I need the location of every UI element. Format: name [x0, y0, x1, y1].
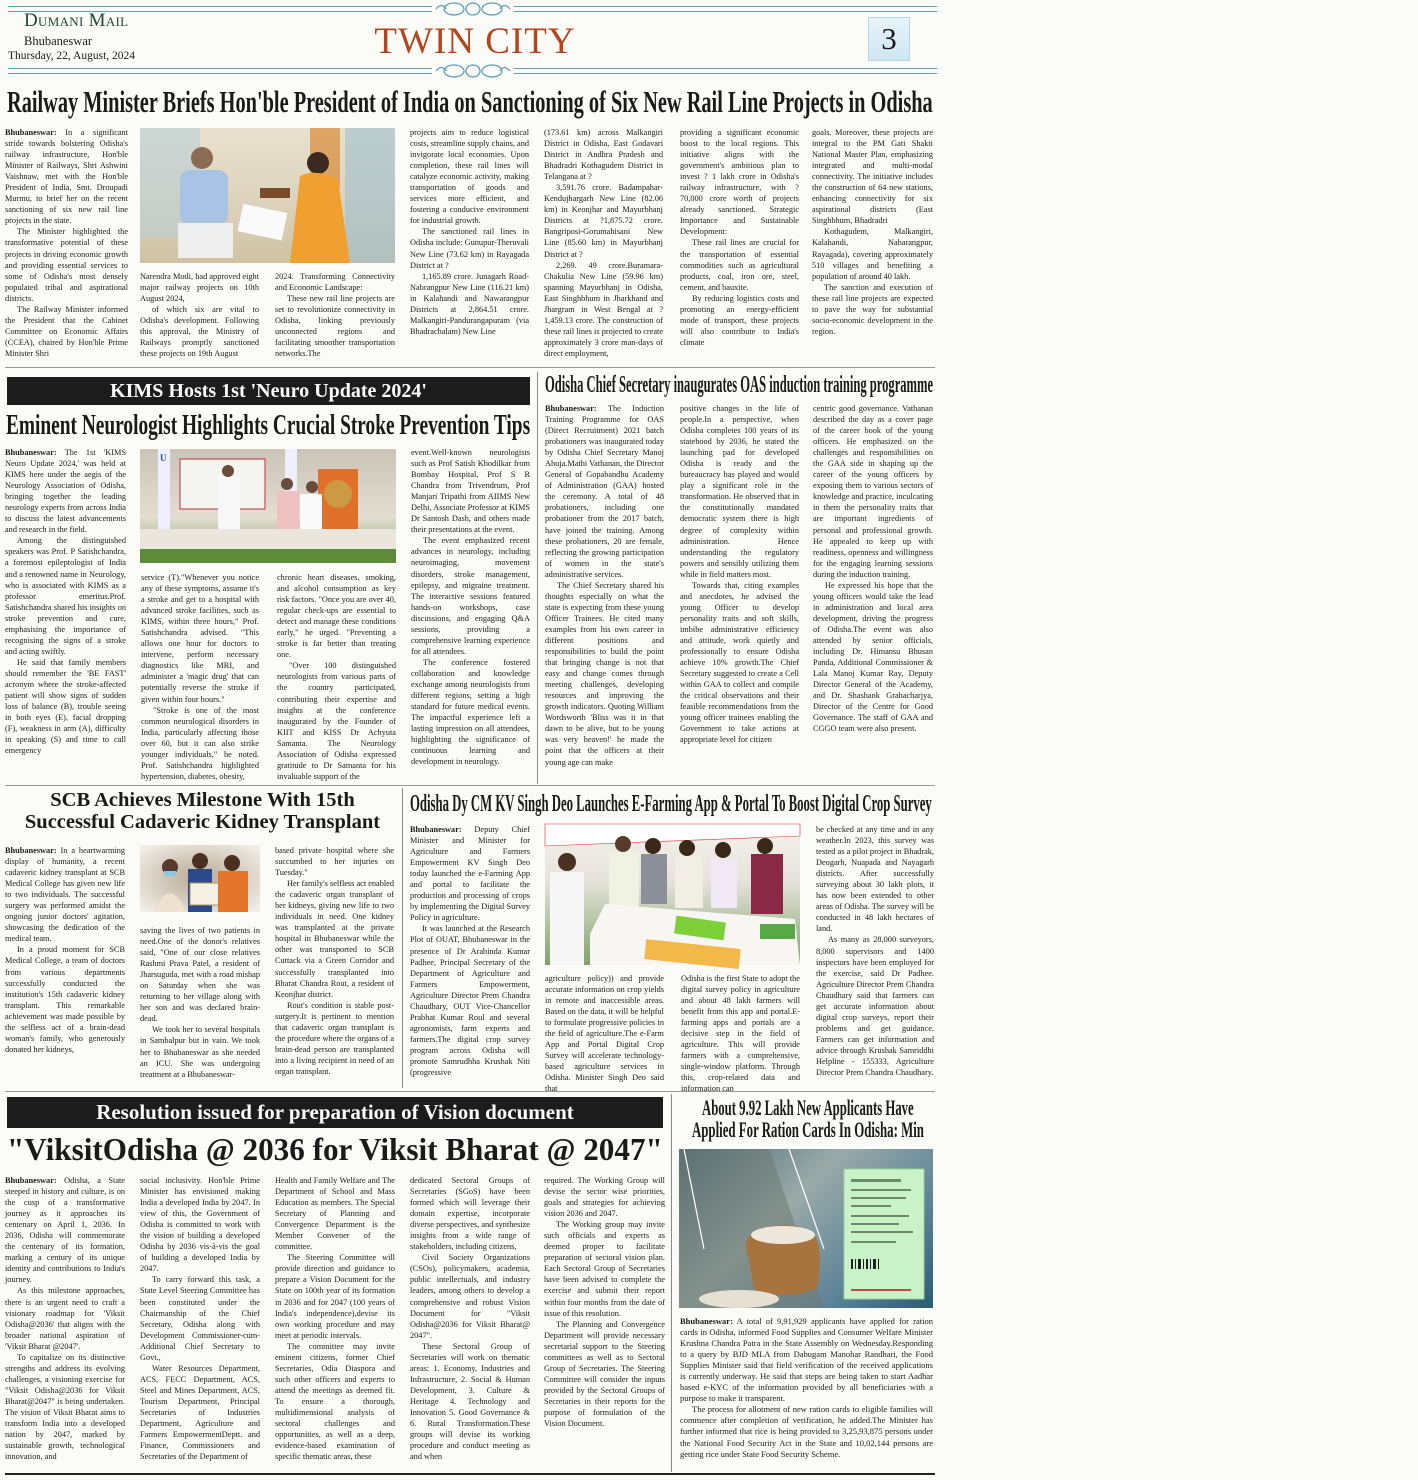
paragraph: Kothagudem, Malkangiri, Kalahandi, Nabarangpur, Rayagada), covering approximately 510 villages and benefiting a population of around 40 lakh. [812, 227, 933, 281]
paragraph: The Working group may invite such officials and experts as deemed proper to facilitate preparation of sectoral vision plan. Each Sectoral Group of Secretaries have been advised to complete the exercise and submit their report within four months from the date of issue of this resolution. [544, 1220, 665, 1318]
paragraph: centric good governance. Vathanan described the day as a cover page of the career book of the young officers. He emphasized on the challenges and responsibilities on the GAA side in shaping up the career of the young officers by exposing them to various sectors of knowledge and practice, inculcating in them the personality traits that are important ingredients of personal and professional growth. He appealed to keep up with readiness, openness and willingness for the engaging learning sessions during the induction training. [813, 404, 933, 579]
svg-text:U: U [160, 453, 167, 463]
paragraph: "Stroke is one of the most common neurological disorders in India, particularly affecting those over 60, but it can also strike younger individuals," he noted. Prof. Satishchandra highlighted hypertension, diabetes, obesity, [141, 705, 259, 781]
paragraph: The committee may invite eminent citizens, former Chief Secretaries, Odia Diaspora and such other officers and experts to attend the meetings as deemed fit. To ensure a thorough, multidimensional analysis of sectoral challenges and opportunities, as well as a deep, evidence-based examination of specific thematic areas, these [275, 1341, 395, 1462]
ration-body [680, 1316, 933, 1472]
paragraph: based private hospital where she succumbed to her injuries on Tuesday." [275, 846, 394, 878]
paragraph: Water Resources Department, ACS, FECC Department, ACS, Steel and Mines Department, ACS, Tourism Department, Principal Secretaries of Industries Department, Agriculture and Farmers EmpowermentDeptt. and Finance, Commissioners and Secretaries of the Department of [140, 1363, 260, 1462]
rail-column-6 [680, 127, 799, 362]
vision-headline-box [7, 1133, 663, 1165]
kims-column-1 [5, 447, 126, 782]
paragraph-text: The 1st 'KIMS Neuro Update 2024,' was held at KIMS here under the aegis of the Neurology Association of Odisha, bringing together the leading neurology experts from across India to discuss the latest advancements and research in the field. [5, 448, 126, 535]
newspaper-brand: Dumani Mail [24, 10, 129, 31]
paragraph: Narendra Modi, had approved eight major railway projects on 10th August 2024, [140, 272, 259, 304]
paragraph-text: The Induction Training Programme for OAS (Direct Recruitment) 2021 batch probationers was inaugurated today by Odisha Chief Secretary Manoj Ahuja.Mathi Vathanan, the Director General of Gopabandhu Academy of Administration (GAA) hosted the ceremony. A total of 48 probationers, including one probationer from the 2017 batch, have joined the training. Among these probationers, 20 are female, reflecting the growing participation of women in the state's administrative services. [545, 404, 664, 579]
paragraph-text: Deputy Chief Minister and Minister for Agriculture and Farmers Empowerment KV Singh Deo today launched the e-Farming App and portal to facilitate the production and processing of crops by implementing the Digital Survey Policy in agriculture. [410, 825, 530, 923]
vision-column-4 [410, 1175, 530, 1471]
ration-headline-line-1: About 9.92 Lakh New Applicants Have [702, 1095, 914, 1120]
paragraph: The sanctioned rail lines in Odisha include: Gunupur-Theruvali New Line (73.62 km) in Rayagada District at ? [410, 227, 529, 270]
paragraph: of which six are vital to Odisha's development. Following this approval, the Ministry of Railways promptly sanctioned these projects on 19th August [140, 305, 259, 359]
dateline: Bhubaneswar: [410, 825, 462, 834]
paragraph [5, 1175, 125, 1285]
rail-column-1 [5, 127, 128, 362]
paragraph: providing a significant economic boost to the local regions. This initiative aligns with the government's ambitious plan to invest ? 1 lakh crore in Odisha's railway infrastructure, with ? 70,000 crore worth of projects already sanctioned. Strategic Importance and Sustainable Development: [680, 128, 799, 237]
kims-column-2 [141, 572, 259, 782]
efarm-column-1 [410, 824, 530, 1087]
paragraph: The process for allotment of new ration cards to eligible families will commence after completion of verification, he added.The Minister has further informed that rice is being provided to 3,25,93,875 persons under the National Food Security Act in the State and 10,02,144 persons are getting rice under State Food Security Scheme. [680, 1404, 933, 1459]
scb-column-1 [5, 845, 125, 1085]
photo-minister-meets-president [140, 128, 395, 263]
efarm-headline: Odisha Dy CM KV Singh Deo Launches E-Farming App & Portal To Boost Digital Crop Survey [410, 791, 932, 817]
paragraph: Towards that, citing examples and anecdotes, he advised the young Officer to develop personality traits and soft skills, imbibe administrative efficiency and attitude, work quietly and professionally to ensure Odisha achieve 10% growth.The Chief Secretary suggested to create a Cell within GAA to collect and compile the critical observations and their feasible recommendations from the young officer trainees enabling the Government to take actions at appropriate level for citizen [680, 580, 799, 745]
vision-column-1 [5, 1175, 125, 1471]
column-divider [537, 372, 538, 784]
paragraph: goals. Moreover, these projects are integral to the PM Gati Shakti National Master Plan, emphasizing integrated and multi-modal connectivity. The initiative includes the construction of 64 new stations, enhancing connectivity for six aspirational districts (East Singhbhum, Bhadradri [812, 128, 933, 226]
rail-column-5 [544, 127, 663, 362]
paragraph: social inclusivity. Hon'ble Prime Minister has envisioned making India a developed India by 2047. In view of this, the Government of Odisha is committed to work with the vision of building a developed Odisha by 2036 vis-à-vis the goal of building a developed India by 2047. [140, 1176, 260, 1274]
paragraph: Civil Society Organizations (CSOs), policymakers, academia, public intellectuals, and industry leaders, among others to develop a comprehensive and robust Vision Document for "Viksit Odisha@2036 for Viksit Bharat@ 2047". [410, 1253, 530, 1340]
paragraph: As many as 28,000 surveyors, 8,000 supervisors and 1400 inspectors have been employed for the exercise, said Dr Padhee. Agriculture Director Prem Chandra Chaudhary said that farmers can get accurate information about digital crop surveys, report their problems and get guidance. Farmers can get information and advice through Krushak Samriddhi Helpline - 155333, Agriculture Director Prem Chandra Chaudhary. [816, 935, 934, 1078]
dateline: Bhubaneswar: [680, 1316, 733, 1326]
column-divider [402, 788, 403, 1088]
kims-column-3 [277, 572, 396, 782]
photo-scene [140, 449, 396, 563]
efarm-column-3 [681, 973, 800, 1094]
vision-column-5 [544, 1175, 665, 1471]
paragraph: By reducing logistics costs and promoting an energy-efficient mode of transport, these projects will also contribute to India's climate [680, 293, 799, 347]
efarm-column-2 [545, 973, 664, 1094]
paragraph: Among the distinguished speakers was Prof. P Satishchandra, a foremost epileptologist of India and a renowned name in Neurology, who is associated with KIMS as a professor emeritus.Prof. Satishchandra shared his insights on stroke prevention and cure, emphasising the importance of recognising the signs of a stroke and acting swiftly. [5, 536, 126, 656]
paragraph [410, 824, 530, 923]
ration-headline [680, 1097, 933, 1143]
rail-column-3 [275, 271, 395, 361]
paragraph-text: In a heartwarming display of humanity, a recent cadaveric kidney transplant at SCB Medical College has given new life to two individuals. The successful surgery was performed amidst the ongoing junior doctors' agitation, showcasing the dedication of the medical team. [5, 846, 125, 944]
dateline: Bhubaneswar: [5, 448, 57, 457]
dateline: Bhubaneswar: [5, 846, 57, 855]
rail-headline: Railway Minister Briefs Hon'ble President of India on Sanctioning of Six New Rail Line Projects in Odisha [7, 84, 933, 119]
paragraph: Health and Family Welfare and The Department of School and Mass Education as members. The Special Secretary of Planning and Convergence Department is the Member Convener of the committee. [275, 1176, 395, 1252]
issue-date: Thursday, 22, August, 2024 [8, 50, 136, 62]
rail-column-7 [812, 127, 933, 362]
paragraph: The Railway Minister informed the President that the Cabinet Committee on Economic Affairs (CCEA), chaired by Hon'ble Prime Minister Shri [5, 304, 128, 358]
scb-headline [5, 789, 400, 833]
scb-headline-line-1: SCB Achieves Milestone With 15th [50, 789, 355, 811]
page-bottom-rule [5, 1473, 935, 1475]
paragraph: We took her to several hospitals in Sambalpur but in vain. We took her to Bhubaneswar as she needed an ICU. She was undergoing treatment at a Bhubaneswar- [140, 1025, 260, 1079]
ornament-icon [432, 0, 514, 18]
photo-ration-card-rice-sack [679, 1149, 933, 1308]
paragraph: The Steering Committee will provide direction and guidance to prepare a Vision Document for the State on 100th year of its formation in 2036 and for 2047 (100 years of India's independence),devise its own working procedure and may meet at periodic intervals. [275, 1253, 395, 1340]
dateline: Bhubaneswar: [545, 404, 597, 413]
photo-scene [140, 845, 260, 912]
paragraph [5, 127, 128, 226]
paragraph: The sanction and execution of these rail line projects are expected to pave the way for substantial socio-economic development in the region. [812, 282, 933, 336]
dateline: Bhubaneswar: [5, 1176, 57, 1185]
efarm-headline-box [410, 792, 932, 816]
paragraph: It was launched at the Research Plot of OUAT, Bhubaneswar in the presence of Dr Arabinda Kumar Padhee, Principal Secretary of the Department of Agriculture and Farmers Empowerment, Agriculture Director Prem Chandra Chaudhary, OUT Vice-Chancellor Prabhat Kumar Roul and several agronomists, farm experts and farmers.The digital crop survey program across Odisha will promote Samrudhha Krushak Niti (progressive [410, 924, 530, 1078]
photo-scene [679, 1149, 933, 1308]
section-divider [5, 785, 935, 786]
oas-headline-box [545, 373, 933, 397]
paragraph [5, 447, 126, 535]
vision-headline: "ViksitOdisha @ 2036 for Viksit Bharat @ 2047" [7, 1131, 663, 1167]
photo-neuro-update-inauguration [140, 449, 396, 563]
ornament-icon [432, 62, 514, 80]
paragraph: 1,165.89 crore. Junagarh Road-Nabrangpur New Line (116.21 km) in Kalahandi and Nawarangpur Districts at 2,864.51 crore. Malkangiri-Pandurangapuram (via Bhadrachalam) New Line [410, 271, 529, 336]
vision-column-3 [275, 1175, 395, 1471]
paragraph: agriculture policy)) and provide accurate information on crop yields in remote and inaccessible areas. Based on the data, it will be helpful to formulate progressive policies in the field of agriculture.The e-Farm App and Portal Digital Crop Survey will accelerate technology-based agriculture services in Odisha. Minister Singh Deo said that [545, 974, 664, 1094]
kims-headline-box [6, 412, 530, 440]
paragraph: 2024. Transforming Connectivity and Economic Landscape: [275, 272, 395, 293]
paragraph: event.Well-known neurologists such as Prof Satish Khodilkar from Bombay Hospital, Prof S R Chandra from Trivendrum, Prof Manjari Tripathi from AIIMS New Delhi, Associate Professor at KIMS Dr Santosh Dash, and others made their presentations at the event. [411, 448, 530, 535]
paragraph: In a proud moment for SCB Medical College, a team of doctors from various departments successfully conducted the institution's 15th cadaveric kidney transplant. This remarkable achievement was made possible by the selfless act of a brain-dead woman's family, who generously donated her kidneys, [5, 945, 125, 1054]
ration-headline-line-2: Applied For Ration Cards In Odisha: Min [692, 1117, 924, 1142]
paragraph: These Sectoral Group of Secretaries will work on thematic areas: 1. Economy, Industries and Infrastructure, 2. Social & Human Development, 3. Culture & Heritage 4. Technology and Innovation 5. Good Governance & 6. Rural Transformation.These groups will devise its working procedure and conduct meeting as and when [410, 1341, 530, 1462]
photo-efarming-launch [545, 824, 800, 965]
oas-column-3 [813, 403, 933, 781]
paragraph: To capitalize on its distinctive strengths and address its evolving challenges, a visioning exercise for "Viksit Odisha@2036 for Viksit Bharat@2047" is being undertaken. The vision of Viksit Bharat aims to transform India into a developed nation by 2047, marked by sustainable growth, technological innovation, and [5, 1352, 125, 1462]
paragraph: saving the lives of two patients in need.One of the donor's relatives said, "One of our close relatives Rashmi Prava Patel, a resident of Jharsuguda, met with a road mishap on Saturday when she was returning to her village along with her son and was declared brain-dead. [140, 926, 260, 1024]
paragraph [545, 403, 664, 580]
vision-kicker: Resolution issued for preparation of Vision document [7, 1097, 663, 1128]
paragraph: The event emphasized recent advances in neurology, including neuroimaging, movement disorders, stroke management, epilepsy, and migraine treatment. The interactive sessions featured hands-on workshops, case discussions, and engaging Q&A sessions, providing a comprehensive learning experience for all attendees. [411, 536, 530, 656]
oas-column-2 [680, 403, 799, 781]
paragraph: dedicated Sectoral Groups of Secretaries (SGoS) have been formed which will leverage their domain expertise, incorporate diverse perspectives, and synthesize insights from a wide range of stakeholders, including citizens, [410, 1176, 530, 1252]
paragraph: be checked at any time and in any weather.In 2023, this survey was tested as a pilot project in Bhadrak, Deogarh, Nuapada and Nayagarh districts. After successfully surveying about 30 lakh plots, it has now been extended to other areas of Odisha. The survey will be conducted in 48 lakh hectares of land. [816, 825, 934, 934]
dateline: Bhubaneswar: [5, 128, 57, 137]
photo-scene [545, 824, 800, 965]
paragraph: (173.61 km) across Malkangiri District in Odisha, East Godavari District in Andhra Pradesh and Bhadradri Kothagudem District in Telangana at ? [544, 128, 663, 182]
paragraph-text: In a significant stride towards bolstering Odisha's railway infrastructure, Hon'ble Minister of Railways, Shri Ashwini Vaishnaw, met with the Hon'ble President of India, Smt. Droupadi Murmu, to brief her on the recent sanctioning of six new rail line projects in the state. [5, 128, 129, 226]
paragraph-text: Odisha, a State steeped in history and culture, is on the cusp of a transformative journey as it approaches its centenary on April 1, 2036. In 2036, Odisha will commemorate the centenary of its formation, marking a century of its unique identity and contributions to India's journey. [5, 1176, 125, 1285]
paragraph: The Planning and Convergence Department will provide necessary secretarial support to the Steering committees as well as to Sectoral Group of Secretaries. The Steering Committee will consider the inputs provided by the Sectoral Groups of Secretaries in their reports for the purpose of formulation of the Vision Document. [544, 1319, 665, 1429]
kims-column-4 [411, 447, 530, 782]
paragraph: The conference fostered collaboration and knowledge exchange among neurologists from different regions, setting a high standard for future medical events. The impactful experience left a lasting impression on all attendees, highlighting the significance of continuous learning and development in neurology. [411, 657, 530, 767]
paragraph: chronic heart diseases, smoking, and alcohol consumption as key risk factors. "Once you are over 40, regular check-ups are essential to detect and manage these conditions early," he urged. "Preventing a stroke is far better than treating one. [277, 573, 396, 660]
paragraph: projects aim to reduce logistical costs, streamline supply chains, and invigorate local economies. Upon completion, these rail lines will catalyze economic activity, making transportation of goods and services more efficient, and fostering a conducive environment for industrial growth. [410, 128, 529, 226]
paragraph: These new rail line projects are set to revolutionize connectivity in Odisha, linking previously unconnected regions and facilitating smoother transportation networks.The [275, 294, 395, 359]
section-divider [5, 1091, 935, 1092]
paragraph: service (T)."Whenever you notice any of these symptoms, assume it's a stroke and get to a hospital with advanced stroke facilities, such as KIMS, within three hours," Prof. Satishchandra advised. "This allows one hour for doctors to intervene, perform necessary diagnostics like MRI, and administer a 'magic drug' that can potentially reverse the stroke if given within four hours." [141, 573, 259, 704]
oas-column-1 [545, 403, 664, 781]
photo-scene [140, 128, 395, 263]
oas-headline: Odisha Chief Secretary inaugurates OAS induction training programme [545, 372, 934, 398]
paragraph: Odisha is the first State to adopt the digital survey policy in agriculture and about 48 lakh farmers will benefit from this app and portal.E-farming apps and portals are a decisive step in the field of agriculture. This will provide farmers with a comprehensive, single-window platform. Through this, crop-related data and information can [681, 974, 800, 1094]
paragraph: required. The Working Group will devise the sector wise priorities, goals and strategies for achieving vision 2036 and 2047. [544, 1176, 665, 1219]
page-number: 3 [868, 17, 910, 61]
section-title: TWIN CITY [374, 21, 576, 62]
paragraph: Her family's selfless act enabled the cadaveric organ transplant of her kidneys, giving new life to two individuals in need. One kidney was transplanted at the private hospital in Bhubaneswar while the other was transported to SCB Cuttack via a Green Corridor and successfully transplanted into Bharat Chandra Rout, a resident of Keonjhar district. [275, 879, 395, 999]
column-divider [671, 1094, 672, 1472]
vision-column-2 [140, 1175, 260, 1471]
rail-column-4 [410, 127, 529, 362]
rail-column-2 [140, 271, 259, 361]
efarm-column-4 [816, 824, 934, 1087]
paragraph: The Chief Secretary shared his thoughts especially on what the state is expecting from these young Officer Trainees. He cited many examples from his own career in different positions and responsibilities to build the point that bringing change is not that easy and change comes through meeting challenges, developing resources and improving the growth indicators. Quoting William Wordsworth 'Bliss was it in that dawn to be alive, but to be young was very heaven!' he made the point that the officers at their young age can make [545, 580, 664, 767]
paragraph: 3,591.76 crore. Badampahar-Kendujhargarh New Line (82.06 km) in Keonjhar and Mayurbhanj Districts at ?1,875.72 crore. Bangriposi-Gorumahisani New Line (85.60 km) in Mayurbhanj District at ? [544, 183, 663, 259]
kims-headline: Eminent Neurologist Highlights Crucial Stroke Prevention Tips [6, 410, 531, 441]
paragraph: The Minister highlighted the transformative potential of these projects in driving economic growth and providing essential services to some of Odisha's most densely populated tribal and aspirational districts. [5, 227, 128, 303]
paragraph: "Over 100 distinguished neurologists from various parts of the country participated, contributing their expertise and insights at the conference inaugurated by the Founder of KIIT and KISS Dr Achyuta Samanta. The Neurology Association of Odisha expressed gratitude to Dr Samanta for his invaluable support of the [277, 661, 396, 781]
edition-city: Bhubaneswar [24, 34, 93, 48]
scb-column-2 [140, 925, 260, 1085]
scb-headline-line-2: Successful Cadaveric Kidney Transplant [24, 811, 381, 833]
rail-headline-box [7, 86, 933, 118]
kims-kicker: KIMS Hosts 1st 'Neuro Update 2024' [7, 377, 530, 405]
paragraph: To carry forward this task, a State Level Steering Committee has been constituted under the Chairmanship of the Chief Secretary, Odisha along with Development Commissioner-cum-Additional Chief Secretary to Govt., [140, 1275, 260, 1362]
paragraph: positive changes in the life of people.In a perspective, when Odisha completes 100 years of its statehood by 2036, he stated the launching pad for developed Odisha is ready and the bureaucracy has played and would play a significant role in the transformation. He observed that in the constitutionally mandated democratic system there is high degree of complexity within administration. Hence understanding the regulatory powers and sensibly utilizing them while in field matters most. [680, 404, 799, 579]
scb-column-3 [275, 845, 394, 1085]
section-divider [5, 367, 935, 368]
paragraph: He said that family members should remember the 'BE FAST' acronym where the stroke-affected patient will show signs of sudden loss of balance (B), trouble seeing in both eyes (E), facial dropping (F), weakness in arm (A), difficulty in speaking (S) and time to call emergency [5, 657, 126, 756]
paragraph: These rail lines are crucial for the transportation of essential commodities such as agricultural products, coal, iron ore, steel, cement, and bauxite. [680, 238, 799, 292]
paragraph: 2,269. 49 crore.Buramara-Chakulia New Line (59.96 km) spanning Mayurbhanj in Odisha, East Singhbhum in Jharkhand and Jhargram in West Bengal at ? 1,459.13 crore. The construction of these rail lines is projected to create approximately 3 crore man-days of direct employment, [544, 260, 663, 358]
paragraph: Rout's condition is stable post-surgery.It is pertinent to mention that cadaveric organ transplant is the procedure where the organs of a brain-dead person are transplanted into a living recipient in need of an organ transplant. [275, 1000, 394, 1076]
paragraph: He expressed his hope that the young officers would take the lead in administration and local area development, driving the progress of Odisha.The event was also attended by senior officials, including Dr. Himansu Bhusan Panda, Additional Commissioner & Lala Manoj Kumar Ray, Deputy Director General of the Academy, and Dr. Shashank Grahacharjya, Director of the Centre for Good Governance. The staff of GAA and CGGO team were also present. [813, 580, 933, 734]
paragraph [5, 845, 125, 944]
paragraph-text: A total of 9,91,929 applicants have applied for ration cards in Odisha, informed Food Supplies and Consumer Welfare Minister Krushna Chandra Patra in the State Assembly on Wednesday.Responding to a query by BJD MLA from Dabugam Manohar Randhari, the Food Supplies Minister said that field verification of the received applications is currently underway. He said that steps are being taken to start Aadhar based e-KYC of the information provided by all beneficiaries with a purpose to make it transparent. [680, 1316, 933, 1404]
photo-scb-transplant-team [140, 845, 260, 912]
paragraph [680, 1316, 933, 1404]
paragraph: As this milestone approaches, there is an urgent need to craft a visionary roadmap for 'Viksit Odisha@2036' that aligns with the broader national aspiration of 'Viksit Bharat @2047'. [5, 1286, 125, 1351]
